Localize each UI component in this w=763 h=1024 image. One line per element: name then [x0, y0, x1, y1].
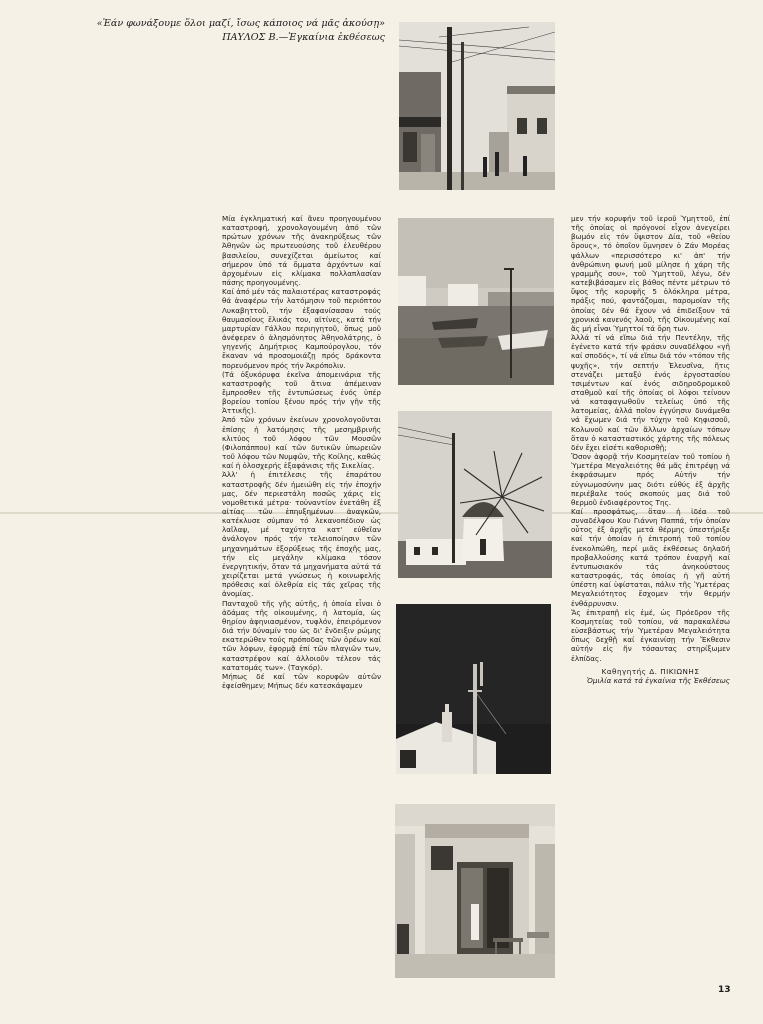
signature-block [571, 667, 730, 685]
right-paragraph: Καί προσφάτως, ὅταν ἡ ἰδέα τοῦ συναδέλφου Κου Γιάννη Παππά, τήν ὁποίαν οὗτος ἐξ ἀρχῆς μετά θέρμης ὑπεστήριξε καί τήν ὁποίαν ἡ ἐπιτροπή τοῦ τοπίου ἐνεκολπώθη, περί μιᾶς ἐκθέσεως δηλαδή προβαλλούσης κατά τρόπον ἐναργῆ καί ἐντυπωσιακόν τάς ἀνηκούστους καταστροφάς, τάς ὁποίας ἡ γῆ αὐτή ὑπέστη καί ὑφίσταται, πάλιν τῆς Ὑμετέρας Μεγαλειότητος ἔσχομεν τήν θερμήν ἐνθάρρυνσιν. [571, 507, 730, 608]
text-column-left [222, 214, 381, 784]
signature-caption: Ὁμιλία κατά τά ἐγκαίνια τῆς Ἐκθέσεως [586, 675, 730, 685]
epigraph-attribution: ΠΑΥΛΟΣ Β.—Ἐγκαίνια ἐκθέσεως [222, 32, 385, 43]
epigraph-quote: «Ἐάν φωνάξουμε ὅλοι μαζί, ἴσως κάποιος νά μᾶς ἀκούσῃ» [96, 18, 385, 29]
right-paragraph: Ἄς ἐπιτραπῇ εἰς ἐμέ, ὡς Πρόεδρον τῆς Κοσμητείας τοῦ τοπίου, νά παρακαλέσω εὐσεβάστως τήν Ὑμετέραν Μεγαλειότητα ὅπως δεχθῇ καί ἐγκαινίσῃ τήν Ἔκθεσιν αὐτήν εἰς ἥν τόσαυτας στηρίξωμεν ἐλπίδας. [571, 607, 730, 663]
right-paragraph: Ἀλλά τί νά εἴπω διά τήν Πεντέλην, τῆς ἐγένετο κατά τήν φράσιν συναδέλφου «γῆ καί σποδός», τί νά εἴπω διά τόν «τόπον τῆς ψυχῆς», τήν σεπτήν Ἐλευσῖνα, ἥτις στενάζει μεταξύ ἑνός ἐργοστασίου τσιμέντων καί ἑνός σιδηροδρομικοῦ σταθμοῦ καί τῆς ὁποίας οἱ λόφοι τείνουν νά καταφαγωθοῦν τελείως ὑπό τῆς λατομείας, ἀλλά ποῖον ἐγγύησιν δυνάμεθα νά ἔχωμεν διά τήν τύχην τοῦ Κηφισσοῦ, Κολωνοῦ καί τῶν ἄλλων ἀρχαίων τόπων ὅταν ὁ κατασταστικός χάρτης τῆς πόλεως δέν ἔχει εἰσέτι καθορισθῇ; [571, 333, 730, 452]
right-paragraph: Ὅσον ἀφορᾷ τήν Κοσμητείαν τοῦ τοπίου ἡ Ὑμετέρα Μεγαλειότης θά μᾶς ἐπιτρέψῃ νά ἐκφράσωμεν πρός Αὐτήν τήν εὐγνωμοσύνην μας διότι εὐθύς ἐξ ἀρχῆς περιέβαλε τούς σκοπούς μας διά τοῦ θερμοῦ ἐνδιαφέροντος Της. [571, 452, 730, 507]
left-paragraph: Ἀπό τῶν χρόνων ἐκείνων χρονολογοῦνται ἐπίσης ἡ λατόμησις τῆς μεσημβρινῆς κλιτύος τοῦ λόφου τῶν Μουσῶν (Φιλοπάππου) καί τῶν δυτικῶν ὑπωρειῶν τοῦ λόφου τῶν Νυμφῶν, τῆς Κοίλης, καθώς καί ἡ ὁλοσχερής ἐξαφάνισις τῆς Σικελίας. [222, 415, 381, 471]
left-paragraph: Μία ἐγκληματική καί ἄνευ προηγουμένου καταστροφή, χρονολογουμένη ἀπό τῶν πρώτων χρόνων τῆς ἀνακηρύξεως τῶν Ἀθηνῶν ὡς πρωτευούσης τοῦ ἐλευθέρου βασιλείου, συνεχίζεται ἀμείωτος καί σήμερον ὑπό τά ὄμματα ἀρχόντων καί ἀρχομένων εἰς κλίμακα πολλαπλασίαν πάσης προηγουμένης. [222, 214, 381, 288]
left-paragraph: Μήπως δέ καί τῶν κορυφῶν αὐτῶν ἐφείσθημεν; Μήπως δέν κατεσκάψαμεν [222, 671, 381, 690]
left-paragraph: Καί ἀπό μέν τάς παλαιοτέρας καταστροφάς θά ἀναφέρω τήν λατόμησιν τοῦ περιόπτου Λυκαβηττοῦ, τήν ἐξαφανίσασαν τούς θαυμασίους ἕλικάς του, αἰτίνες, κατά τήν μαρτυρίαν Γάλλου περιηγητοῦ, ὅπως μοῦ ἀνέφερεν ὁ ἀλησμόνητος Ἀθηνολάτρης, ὁ γηγενής Δημήτριος Καμπούρογλου, τόν ἔκαναν νά προσομοιάζῃ πρός δράκοντα πορευόμενον πρός τήν Ἀκρόπολιν. [222, 287, 381, 370]
photo-harbor [398, 218, 554, 385]
text-column-right [571, 214, 730, 788]
page-number: 13 [718, 985, 731, 995]
photo-windmill [398, 411, 552, 578]
left-paragraph: Πανταχοῦ τῆς γῆς αὐτῆς, ἡ ὁποία εἶναι ὁ ἀδάμας τῆς οἰκουμένης, ἡ λατομία, ὡς θηρίον ἀφηνιασμένον, τυφλόν, ἐπειρόμενον διά τήν δύναμίν του ὡς δι' ἔνδειξιν ρώμης εκατερώθεν τούς πρόποδας τῶν ὀρέων καί τῶν λόφων, ἐφορμᾷ ἐπί τῶν πλαγιῶν των, καταστρέφον καί ἀλλοιοῦν τέλεον τάς κατατομάς των». (Ταγκόρ). [222, 598, 381, 672]
photo-storefront [395, 804, 555, 978]
signature-name: Καθηγητής Δ. ΠΙΚΙΩΝΗΣ [601, 666, 700, 676]
left-paragraph: Ἀλλ' ἡ ἐπιτέλεσις τῆς ἐπαράτου καταστροφῆς δέν ἠμειώθη εἰς τήν ἐποχήν μας, δέν περιεστάλη ποσῶς χάρις εἰς νομοθετικά μέτρα· τοὐναντίον ἐνετάθη ἐξ αἰτίας τῶν ἐπηυξημένων ἀναγκῶν, κατέκλυσε σύμπαν τό λεκανοπέδιον ὡς λαῖλαψ, μέ ταχύτητα κατ' εὐθεῖαν ἀνάλογον πρός τήν τελειοποίησιν τῶν μηχανημάτων ἐξορύξεως τῆς ἐποχῆς μας, τήν εἰς μεγάλην κλίμακα τόσον ἐνεργητικήν, ὅταν τά μηχανήματα αὐτά τά χειρίζεται μετά γνώσεως ἡ κοινωφελής πρόθεσις καί ὀλεθρία εἰς τάς χεῖρας τῆς ἀνομίας. [222, 470, 381, 599]
photo-pole-chapel [396, 604, 551, 774]
left-paragraph: (Τά ὀξυκόρυφα ἐκεῖνα ἀπομεινάρια τῆς καταστροφῆς τοῦ ἄτινα ἀπέμειναν ἔμπροσθεν τῆς ἐντυπώσεως ἑνός ὑπέρ βορείου τοπίου ξένου πρός τήν γῆν τῆς Ἀττικῆς). [222, 369, 381, 416]
right-paragraph: μεν τήν κορυφήν τοῦ ἱεροῦ Ὑμηττοῦ, ἐπί τῆς ὁποίας οἱ πρόγονοί εἶχον ἀνεγείρει βωμόν εἰς τόν ὕψιστον Δία, τοῦ «θείου ὄρους», τό ὁποῖον ὕμνησεν ὁ Ζάν Μορέας ψάλλων «περισσότερο κι' ἀπ' τήν ἀνθρώπινη φωνή μοῦ μίλησε ἡ χάρη τῆς γραμμῆς σου», τοῦ Ὑμηττοῦ, λέγω, δέν κατεβιβάσαμεν εἰς βάθος πέντε μέτρων τό ὕψος τῆς κορυφῆς 5 ὁλόκληρα μέτρα, πράξις πού, φαντάζομαι, παρομοίαν τῆς ὁποίας δέν θά ἔχουν νά ἐπιδείξουν τά χρονικά κανενός λαοῦ, τῆς Οἰκουμένης καί ἅς μή εἶναι Ὑμηττοί τά ὄρη των. [571, 214, 730, 333]
epigraph [40, 17, 385, 45]
photo-street-poles [399, 22, 555, 190]
